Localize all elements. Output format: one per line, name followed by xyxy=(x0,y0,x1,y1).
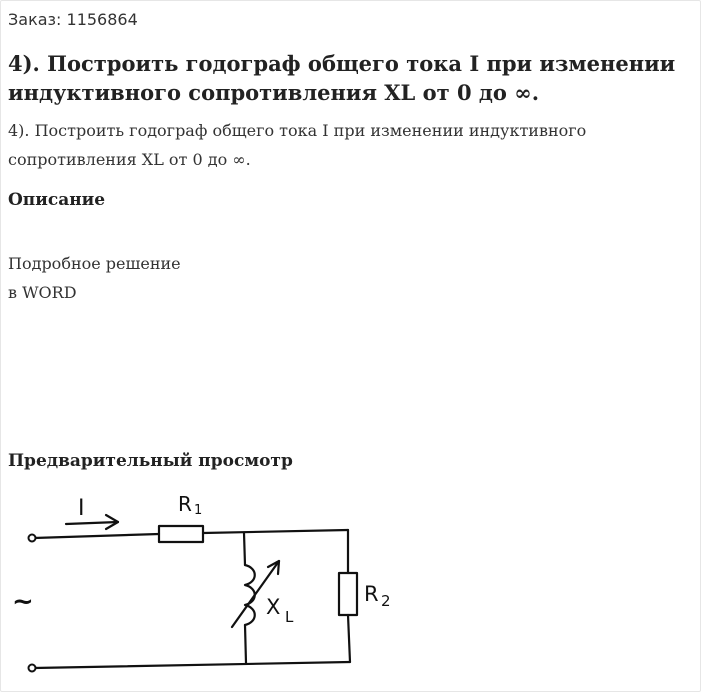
current-label: I xyxy=(78,496,85,521)
bottom-wire xyxy=(34,662,350,668)
description-line: Подробное решение xyxy=(8,254,181,273)
inductor-wire-lower xyxy=(245,625,246,663)
r1-label: R xyxy=(178,492,192,516)
terminal-top xyxy=(29,535,36,542)
right-wire-lower xyxy=(348,615,350,662)
current-arrow-line xyxy=(66,522,118,524)
top-wire-right xyxy=(203,530,348,533)
preview-heading: Предварительный просмотр xyxy=(8,451,293,471)
circuit-diagram xyxy=(0,485,701,690)
terminal-bottom xyxy=(29,665,36,672)
r1-resistor xyxy=(159,526,203,542)
r1-subscript: 1 xyxy=(194,503,203,518)
inductor-coil xyxy=(245,565,255,625)
xl-subscript: L xyxy=(285,608,294,626)
r2-label: R xyxy=(364,582,379,606)
task-text: 4). Построить годограф общего тока I при изменении индуктивного сопротивления XL от 0 до ∞. xyxy=(8,121,587,169)
top-wire-left xyxy=(34,534,159,538)
description-line: в WORD xyxy=(8,283,77,302)
page-title: 4). Построить годограф общего тока I при изменении индуктивного сопротивления XL от 0 до ∞. xyxy=(8,51,676,105)
order-number: Заказ: 1156864 xyxy=(8,10,138,29)
ac-source-symbol: ~ xyxy=(12,587,34,617)
description-heading: Описание xyxy=(8,190,106,210)
xl-label: X xyxy=(266,595,281,619)
r2-resistor xyxy=(339,573,357,615)
inductor-wire-upper xyxy=(244,533,245,565)
r2-subscript: 2 xyxy=(381,592,391,610)
circuit-preview xyxy=(0,485,701,690)
